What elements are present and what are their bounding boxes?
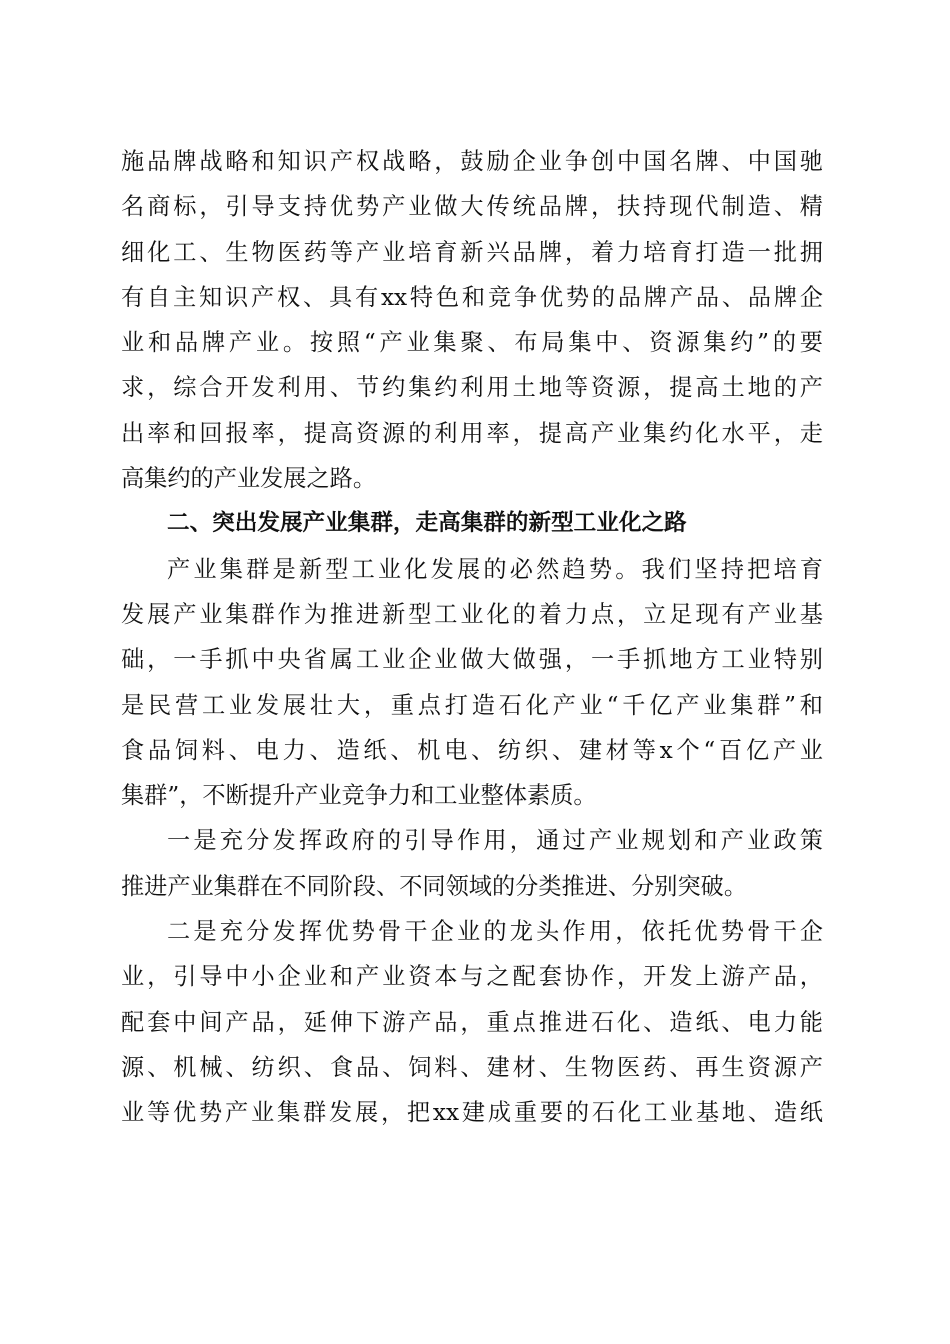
text-line: 产业集群是新型工业化发展的必然趋势。我们坚持把培育	[167, 555, 823, 583]
text-line: 施品牌战略和知识产权战略，鼓励企业争创中国名牌、中国驰	[121, 148, 823, 175]
text-line: 是民营工业发展壮大，重点打造石化产业“千亿产业集群”和	[121, 691, 823, 719]
section-heading: 二、突出发展产业集群，走高集群的新型工业化之路	[167, 510, 687, 537]
text-line: 高集约的产业发展之路。	[121, 465, 377, 493]
text-line: 源、机械、纺织、食品、饲料、建材、生物医药、再生资源产	[121, 1053, 823, 1081]
text-line: 业和品牌产业。按照“产业集聚、布局集中、资源集约”的要	[121, 329, 823, 357]
text-line: 一是充分发挥政府的引导作用，通过产业规划和产业政策	[167, 827, 823, 855]
document-body	[121, 139, 823, 1136]
text-line: 细化工、生物医药等产业培育新兴品牌，着力培育打造一批拥	[121, 238, 823, 266]
text-line: 有自主知识产权、具有xx特色和竞争优势的品牌产品、品牌企	[121, 283, 823, 311]
text-line: 名商标，引导支持优势产业做大传统品牌，扶持现代制造、精	[121, 193, 823, 221]
text-line: 发展产业集群作为推进新型工业化的着力点，立足现有产业基	[121, 600, 823, 628]
text-line: 配套中间产品，延伸下游产品，重点推进石化、造纸、电力能	[121, 1008, 823, 1036]
text-line: 推进产业集群在不同阶段、不同领域的分类推进、分别突破。	[121, 872, 748, 900]
paragraph-industry-cluster	[121, 547, 823, 819]
text-line: 求，综合开发利用、节约集约利用土地等资源，提高土地的产	[121, 374, 823, 402]
paragraph-brand-strategy	[121, 139, 823, 501]
paragraph-leading-enterprises	[121, 909, 823, 1135]
text-line: 食品饲料、电力、造纸、机电、纺织、建材等x个“百亿产业	[121, 736, 823, 764]
text-line: 二是充分发挥优势骨干企业的龙头作用，依托优势骨干企	[167, 918, 823, 946]
text-line: 业等优势产业集群发展，把xx建成重要的石化工业基地、造纸	[121, 1099, 823, 1127]
text-line: 础，一手抓中央省属工业企业做大做强，一手抓地方工业特别	[121, 646, 823, 674]
text-line: 出率和回报率，提高资源的利用率，提高产业集约化水平，走	[121, 419, 823, 447]
text-line: 集群”，不断提升产业竞争力和工业整体素质。	[121, 782, 597, 810]
paragraph-government-role	[121, 818, 823, 909]
text-line: 业，引导中小企业和产业资本与之配套协作，开发上游产品，	[121, 963, 823, 991]
